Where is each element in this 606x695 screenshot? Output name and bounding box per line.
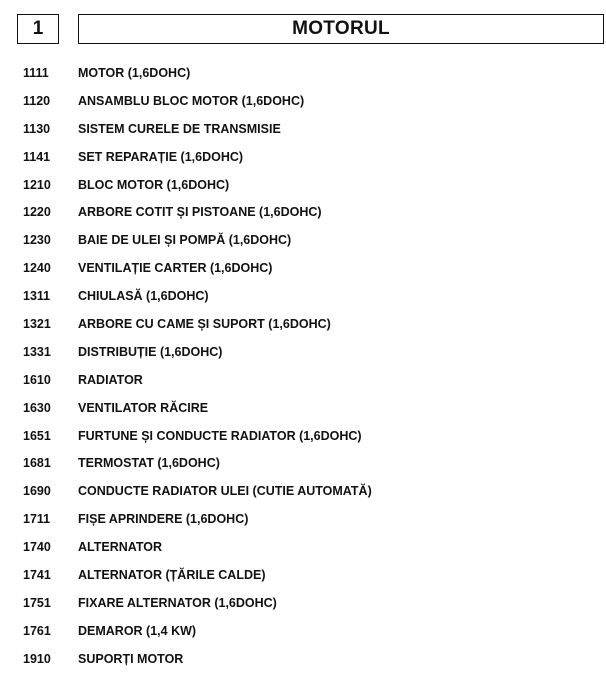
item-code: 1130 <box>23 121 51 136</box>
item-label: SUPORȚI MOTOR <box>78 651 184 666</box>
list-item[interactable] <box>0 172 606 200</box>
section-header <box>0 10 606 50</box>
item-label: RADIATOR <box>78 372 143 387</box>
list-item[interactable] <box>0 283 606 311</box>
item-code: 1321 <box>23 317 51 332</box>
list-item[interactable] <box>0 423 606 451</box>
list-item[interactable] <box>0 311 606 339</box>
item-code: 1681 <box>23 456 51 471</box>
list-item[interactable] <box>0 60 606 88</box>
item-code: 1630 <box>23 400 51 415</box>
item-label: SET REPARAȚIE (1,6DOHC) <box>78 149 244 164</box>
list-item[interactable] <box>0 478 606 506</box>
list-item[interactable] <box>0 646 606 674</box>
item-code: 1220 <box>23 205 51 220</box>
list-item[interactable] <box>0 534 606 562</box>
item-label: ARBORE CU CAME ȘI SUPORT (1,6DOHC) <box>78 317 331 332</box>
list-item[interactable] <box>0 562 606 590</box>
item-label: ANSAMBLU BLOC MOTOR (1,6DOHC) <box>78 93 305 108</box>
item-label: SISTEM CURELE DE TRANSMISIE <box>78 121 281 136</box>
item-label: CHIULASĂ (1,6DOHC) <box>78 289 209 304</box>
item-code: 1651 <box>23 428 51 443</box>
item-code: 1230 <box>23 233 51 248</box>
list-item[interactable] <box>0 144 606 172</box>
item-label: CONDUCTE RADIATOR ULEI (CUTIE AUTOMATĂ) <box>78 484 372 499</box>
item-code: 1690 <box>23 484 51 499</box>
item-code: 1141 <box>23 149 51 164</box>
list-item[interactable] <box>0 395 606 423</box>
item-code: 1740 <box>23 540 51 555</box>
list-item[interactable] <box>0 506 606 534</box>
item-code: 1311 <box>23 289 51 304</box>
item-label: ALTERNATOR (ȚĂRILE CALDE) <box>78 568 266 583</box>
item-label: FIȘE APRINDERE (1,6DOHC) <box>78 512 249 527</box>
item-code: 1111 <box>23 66 49 80</box>
list-item[interactable] <box>0 339 606 367</box>
item-label: BAIE DE ULEI ȘI POMPĂ (1,6DOHC) <box>78 233 292 248</box>
item-code: 1751 <box>23 595 51 610</box>
list-item[interactable] <box>0 618 606 646</box>
item-label: DEMAROR (1,4 KW) <box>78 623 197 638</box>
item-label: VENTILAȚIE CARTER (1,6DOHC) <box>78 261 273 276</box>
item-code: 1761 <box>23 623 51 638</box>
list-item[interactable] <box>0 450 606 478</box>
item-label: FURTUNE ȘI CONDUCTE RADIATOR (1,6DOHC) <box>78 428 362 443</box>
item-code: 1910 <box>23 651 51 666</box>
item-code: 1331 <box>23 344 51 359</box>
item-label: DISTRIBUȚIE (1,6DOHC) <box>78 344 223 359</box>
item-label: MOTOR (1,6DOHC) <box>78 66 191 80</box>
section-title: MOTORUL <box>78 14 604 44</box>
item-code: 1711 <box>23 512 51 527</box>
item-code: 1610 <box>23 372 51 387</box>
item-label: FIXARE ALTERNATOR (1,6DOHC) <box>78 595 277 610</box>
list-item[interactable] <box>0 116 606 144</box>
item-code: 1240 <box>23 261 51 276</box>
item-code: 1210 <box>23 177 51 192</box>
item-label: TERMOSTAT (1,6DOHC) <box>78 456 220 471</box>
item-label: ALTERNATOR <box>78 540 163 555</box>
list-item[interactable] <box>0 88 606 116</box>
list-item[interactable] <box>0 590 606 618</box>
list-item[interactable] <box>0 255 606 283</box>
item-label: BLOC MOTOR (1,6DOHC) <box>78 177 230 192</box>
parts-list <box>0 60 606 674</box>
list-item[interactable] <box>0 367 606 395</box>
item-code: 1741 <box>23 568 51 583</box>
item-label: ARBORE COTIT ȘI PISTOANE (1,6DOHC) <box>78 205 322 220</box>
section-number: 1 <box>17 14 59 44</box>
list-item[interactable] <box>0 199 606 227</box>
item-code: 1120 <box>23 93 51 108</box>
list-item[interactable] <box>0 227 606 255</box>
item-label: VENTILATOR RĂCIRE <box>78 400 209 415</box>
